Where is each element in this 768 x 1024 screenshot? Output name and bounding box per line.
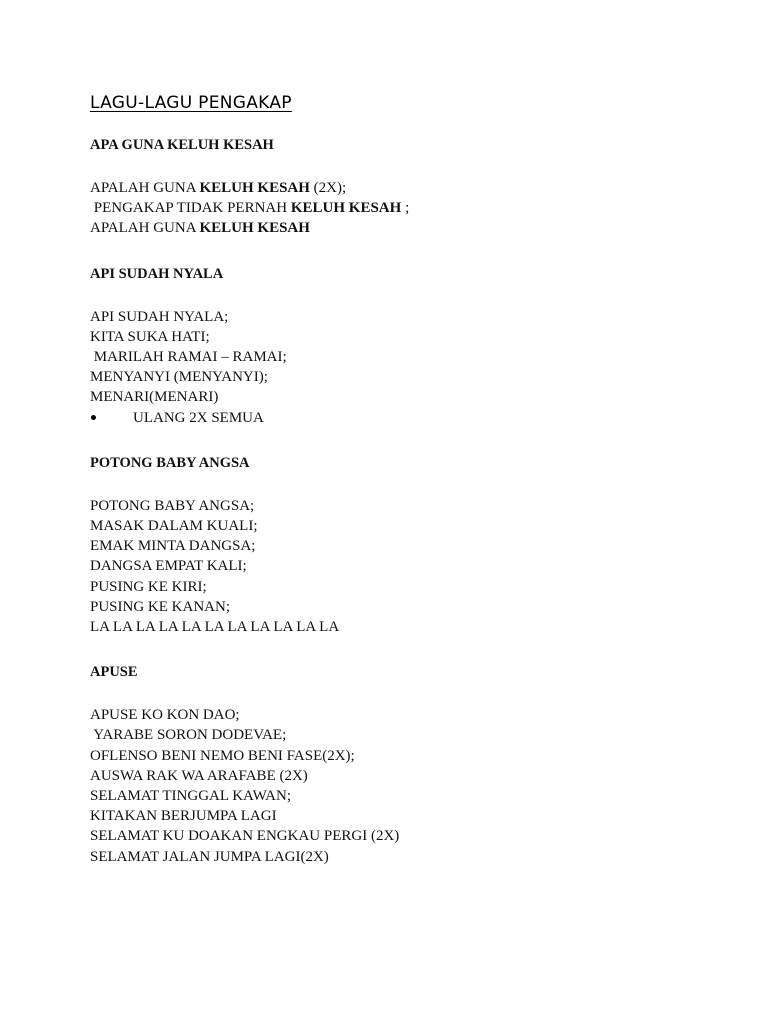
lyric-line — [90, 847, 730, 867]
song-section — [90, 264, 730, 428]
lyric-line — [90, 367, 730, 387]
lyric-text — [133, 408, 264, 428]
lyric-line — [90, 577, 730, 597]
lyric-fragment: MASAK DALAM KUALI; — [90, 518, 258, 535]
lyric-line — [90, 178, 730, 198]
lyric-fragment: SELAMAT JALAN JUMPA LAGI(2X) — [90, 848, 329, 865]
lyric-line — [90, 806, 730, 826]
song-heading: APA GUNA KELUH KESAH — [90, 137, 274, 153]
song-section — [90, 662, 730, 867]
lyric-fragment: MENARI(MENARI) — [90, 389, 219, 406]
lyric-line — [90, 327, 730, 347]
lyric-line — [90, 387, 730, 407]
document-title: LAGU-LAGU PENGAKAP — [90, 93, 292, 113]
lyric-line — [90, 766, 730, 786]
lyric-line — [90, 347, 730, 367]
lyric-line — [90, 826, 730, 846]
lyric-line — [90, 218, 730, 238]
lyric-fragment: ; — [401, 200, 410, 217]
lyric-line — [90, 597, 730, 617]
lyric-fragment: KITA SUKA HATI; — [90, 328, 210, 345]
lyric-emphasis: KELUH KESAH — [199, 220, 310, 237]
lyric-fragment: SELAMAT TINGGAL KAWAN; — [90, 788, 292, 805]
lyric-fragment: MENYANYI (MENYANYI); — [90, 369, 268, 386]
song-heading: API SUDAH NYALA — [90, 265, 224, 282]
bullet-lyric-line — [90, 408, 730, 428]
lyric-fragment: YARABE SORON DODEVAE; — [90, 727, 287, 744]
lyric-line — [90, 725, 730, 745]
lyric-line — [90, 746, 730, 766]
lyric-fragment: ULANG 2X SEMUA — [133, 409, 264, 426]
lyric-fragment: LA LA LA LA LA LA LA LA LA LA LA — [90, 619, 340, 636]
lyric-fragment: API SUDAH NYALA; — [90, 308, 229, 325]
lyric-fragment: APUSE KO KON DAO; — [90, 707, 240, 724]
lyric-emphasis: KELUH KESAH — [290, 200, 402, 217]
lyric-fragment: OFLENSO BENI NEMO BENI FASE(2X); — [90, 747, 355, 764]
lyric-fragment: POTONG BABY ANGSA; — [90, 497, 255, 514]
lyric-line — [90, 496, 730, 516]
song-heading: POTONG BABY ANGSA — [90, 454, 250, 471]
lyric-line — [90, 307, 730, 327]
lyric-line — [90, 556, 730, 576]
lyric-line — [90, 617, 730, 637]
lyric-line — [90, 198, 730, 218]
lyric-fragment: DANGSA EMPAT KALI; — [90, 558, 247, 575]
lyric-fragment: AUSWA RAK WA ARAFABE (2X) — [90, 767, 308, 784]
lyric-fragment: PUSING KE KANAN; — [90, 598, 231, 615]
lyric-fragment: SELAMAT KU DOAKAN ENGKAU PERGI (2X) — [90, 828, 400, 845]
document-page — [90, 93, 730, 892]
lyric-fragment: MARILAH RAMAI – RAMAI; — [90, 349, 287, 366]
lyric-line — [90, 786, 730, 806]
lyric-emphasis: KELUH KESAH — [199, 180, 310, 196]
lyric-fragment: PUSING KE KIRI; — [90, 578, 207, 595]
bullet-icon — [91, 415, 96, 420]
lyric-line — [90, 705, 730, 725]
song-list — [90, 135, 730, 867]
lyric-fragment: KITAKAN BERJUMPA LAGI — [90, 808, 277, 825]
lyric-fragment: PENGAKAP TIDAK PERNAH — [90, 200, 291, 217]
lyric-fragment: EMAK MINTA DANGSA; — [90, 538, 256, 555]
lyric-fragment: (2X); — [309, 180, 347, 196]
song-heading: APUSE — [90, 664, 138, 681]
lyric-line — [90, 516, 730, 536]
song-section — [90, 135, 730, 239]
lyric-fragment: APALAH GUNA — [90, 180, 200, 196]
song-section — [90, 453, 730, 637]
lyric-line — [90, 536, 730, 556]
lyric-fragment: APALAH GUNA — [90, 220, 200, 237]
